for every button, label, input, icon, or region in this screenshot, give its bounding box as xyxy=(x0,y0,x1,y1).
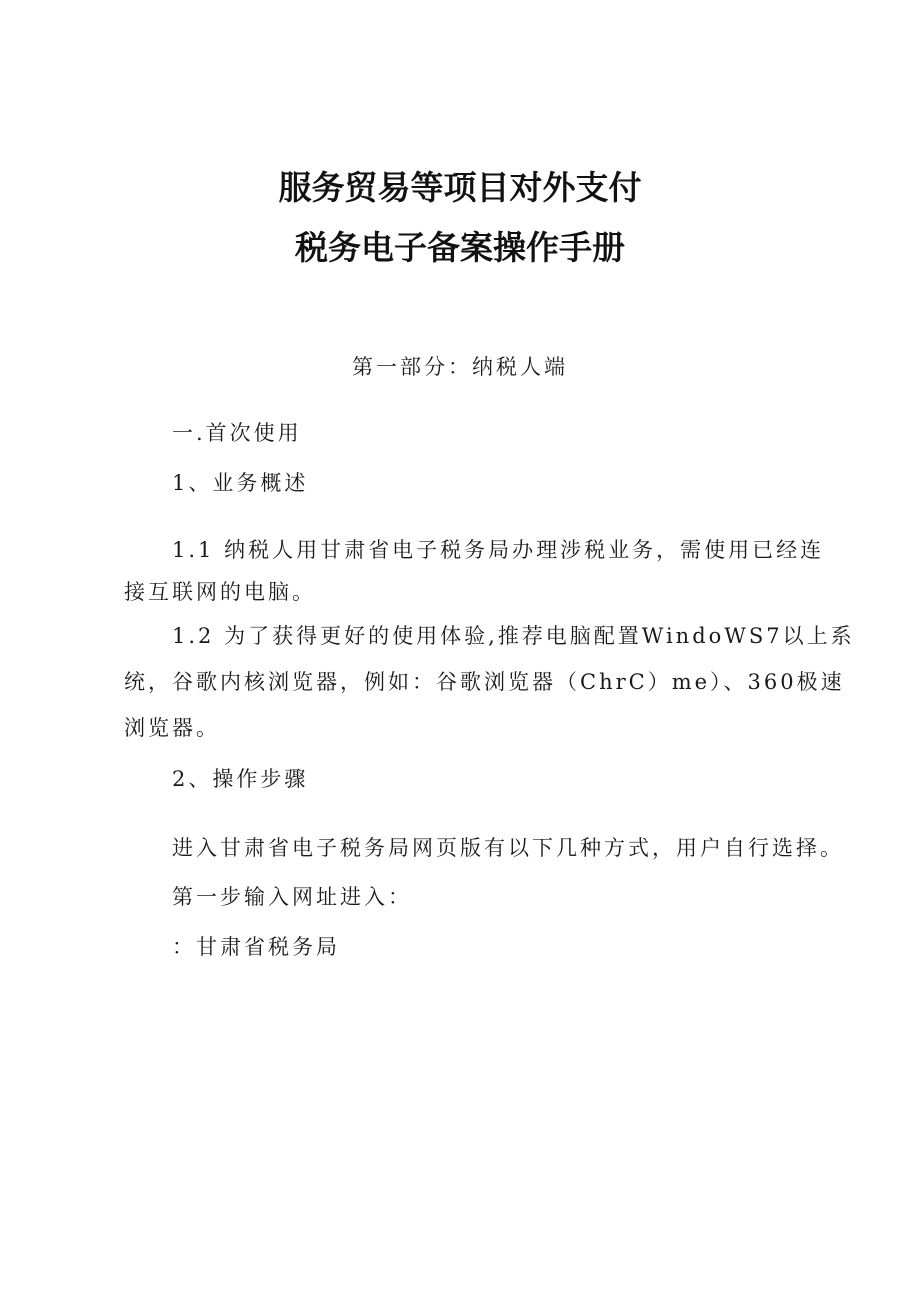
part-heading: 第一部分：纳税人端 xyxy=(352,355,568,379)
step-1-label: 第一步输入网址进入： xyxy=(172,885,412,909)
step-1-url-text: ：甘肃省税务局 xyxy=(172,935,340,959)
paragraph-1-2-line1: 1.2 为了获得更好的使用体验,推荐电脑配置WindoWS7以上系 xyxy=(172,624,855,648)
paragraph-1-1-line1: 1.1 纳税人用甘肃省电子税务局办理涉税业务，需使用已经连 xyxy=(172,538,825,562)
document-title-line2: 税务电子备案操作手册 xyxy=(295,228,625,267)
paragraph-1-2-line2: 统，谷歌内核浏览器，例如：谷歌浏览器（ChrC）me）、360极速 xyxy=(124,670,845,694)
section-heading-first-use: 一.首次使用 xyxy=(172,421,302,445)
paragraph-1-1-line2: 接互联网的电脑。 xyxy=(124,580,316,604)
subsection-heading-overview: 1、业务概述 xyxy=(172,471,309,495)
steps-intro-paragraph: 进入甘肃省电子税务局网页版有以下几种方式，用户自行选择。 xyxy=(172,836,844,860)
subsection-heading-steps: 2、操作步骤 xyxy=(172,767,309,791)
paragraph-1-2-line3: 浏览器。 xyxy=(124,716,220,740)
document-title-line1: 服务贸易等项目对外支付 xyxy=(278,168,642,207)
